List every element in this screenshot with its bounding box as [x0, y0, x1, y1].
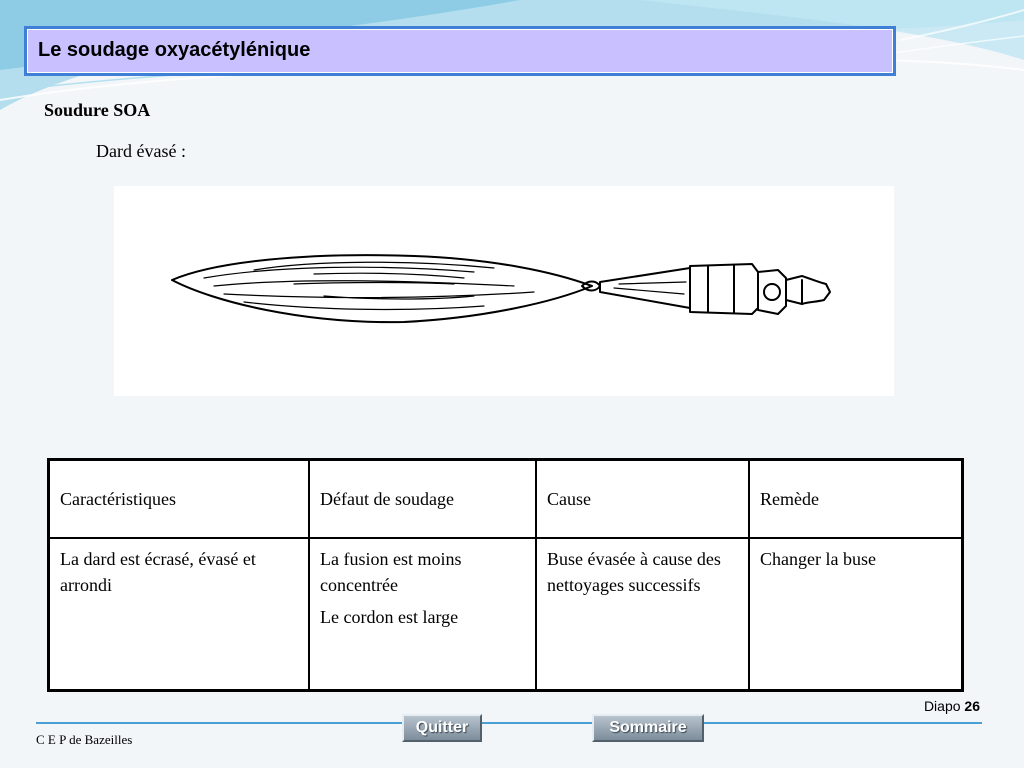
- cell-cause: Buse évasée à cause des nettoyages successifs: [536, 538, 749, 691]
- slide-number-value: 26: [964, 698, 980, 714]
- defect-line-1: La fusion est moins concentrée: [320, 549, 462, 595]
- defect-line-2: Le cordon est large: [320, 607, 459, 627]
- organization-name: C E P de Bazeilles: [36, 732, 133, 747]
- header-remedy: Remède: [749, 460, 963, 539]
- cell-characteristics: La dard est écrasé, évasé et arrondi: [49, 538, 310, 691]
- table-header-row: [49, 460, 963, 539]
- cell-remedy: Changer la buse: [749, 538, 963, 691]
- flared-flame-illustration: [114, 186, 894, 396]
- cell-defect: [309, 538, 536, 691]
- figure-caption: Dard évasé :: [96, 141, 186, 161]
- summary-button[interactable]: Sommaire: [592, 714, 704, 742]
- flame-outline: [172, 255, 592, 322]
- footer-divider: [36, 722, 982, 724]
- header-defect: Défaut de soudage: [309, 460, 536, 539]
- slide-number-label: Diapo: [923, 698, 961, 714]
- quit-button[interactable]: Quitter: [402, 714, 482, 742]
- section-subtitle: Soudure SOA: [44, 100, 151, 120]
- header-characteristics: Caractéristiques: [49, 460, 310, 539]
- hex-nut: [690, 264, 758, 314]
- header-cause: Cause: [536, 460, 749, 539]
- connector-nut: [758, 270, 786, 314]
- title-banner: [24, 26, 896, 76]
- slide-number: [924, 698, 980, 714]
- torch-body: [786, 276, 830, 304]
- slide-title: Le soudage oxyacétylénique: [27, 29, 893, 73]
- flame-streaks: [204, 262, 534, 309]
- defect-table: [47, 458, 964, 692]
- table-row: [49, 538, 963, 691]
